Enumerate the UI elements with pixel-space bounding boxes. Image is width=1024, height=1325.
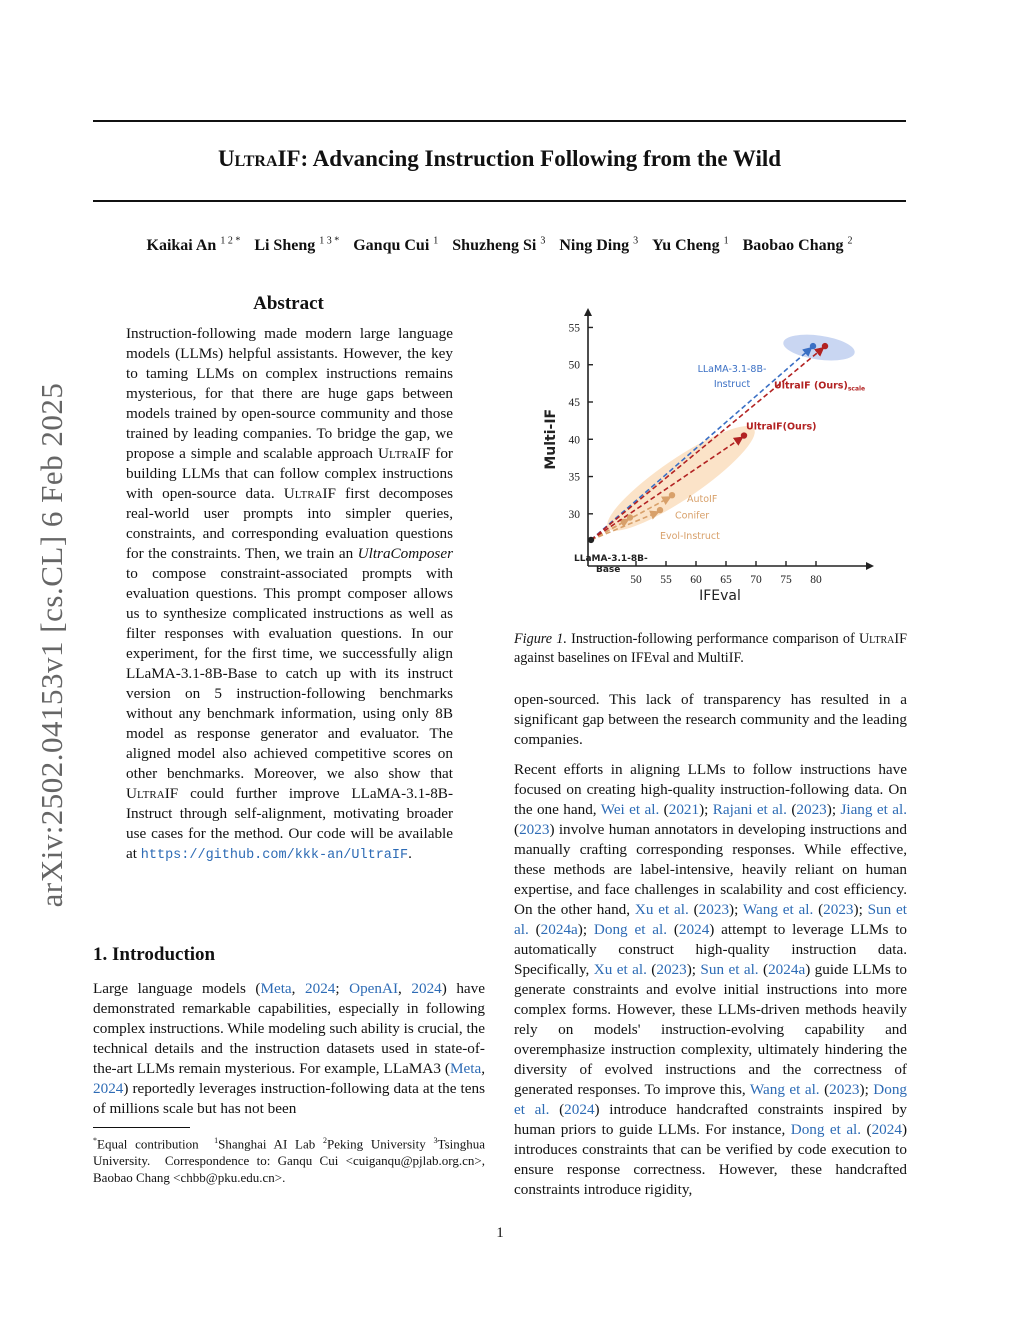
y-tick-label: 55 xyxy=(568,322,580,335)
trend-arrow xyxy=(591,438,742,543)
title-rest: IF: Advancing Instruction Following from the Wild xyxy=(277,146,782,171)
footnote: *Equal contribution $^1$Shanghai AI Lab $^2$Peking University $^3$Tsinghua University. Correspondence to: Ganqu Cui <cuiganqu@pjlab.org.cn>, Baobao Chang <chbb@pku.edu.cn>. xyxy=(93,1136,486,1186)
citation-link[interactable]: 2024 xyxy=(305,980,336,997)
x-axis-arrow xyxy=(866,562,874,570)
y-tick-label: 30 xyxy=(568,508,580,521)
data-point xyxy=(657,507,663,513)
right-column-text xyxy=(514,690,907,1210)
y-axis-arrow xyxy=(584,308,592,316)
citation-link[interactable]: 2023 xyxy=(796,801,827,818)
x-tick-label: 60 xyxy=(690,574,702,586)
halo-top xyxy=(782,331,857,365)
citation-link[interactable]: Wang et al. xyxy=(742,901,814,918)
citation-link[interactable]: Dong et al. xyxy=(790,1121,862,1138)
data-point xyxy=(741,432,747,438)
author: Yu Cheng $^1$ xyxy=(652,236,729,255)
ultraif-scale-subscript: scale xyxy=(847,385,866,393)
base-label: Base xyxy=(596,564,621,575)
citation-link[interactable]: 2024 xyxy=(871,1121,902,1138)
author-list xyxy=(93,236,906,255)
arxiv-identifier[interactable]: arXiv:2502.04153v1 [cs.CL] 6 Feb 2025 xyxy=(34,382,69,908)
introduction-paragraph: Large language models (Meta, 2024; OpenAI, 2024) have demonstrated remarkable capabilities, especially in following complex instructions. While modeling such ability is crucial, the technical details and the instruction datasets used in state-of-the-art LLMs remain mysterious. For example, LLaMA3 (Meta, 2024) reportedly leverages instruction-following data at the tens of millions scale but has not been xyxy=(93,980,485,1117)
y-tick-label: 40 xyxy=(568,434,580,447)
abstract-heading: Abstract xyxy=(253,293,324,314)
x-tick-label: 80 xyxy=(810,574,822,586)
data-point xyxy=(810,343,816,349)
citation-link[interactable]: 2024 xyxy=(678,921,710,938)
citation-link[interactable]: Dong et al. xyxy=(514,1081,908,1118)
conifer-label: Conifer xyxy=(675,510,710,522)
citation-link[interactable]: Wei et al. xyxy=(600,801,660,818)
y-tick-label: 45 xyxy=(568,397,580,409)
top-rule xyxy=(93,120,906,122)
base-label: LLaMA-3.1-8B- xyxy=(574,553,648,564)
section-heading-introduction: 1. Introduction xyxy=(93,944,216,965)
citation-link[interactable]: 2023 xyxy=(656,961,687,978)
author: Ganqu Cui $^1$ xyxy=(353,236,439,255)
y-axis-label: Multi-IF xyxy=(543,408,559,470)
citation-link[interactable]: 2024 xyxy=(411,980,442,997)
citation-link[interactable]: Meta xyxy=(260,980,292,997)
citation-link[interactable]: 2023 xyxy=(698,901,730,918)
x-tick-label: 65 xyxy=(720,574,732,586)
paper-title xyxy=(93,146,906,172)
x-tick-label: 70 xyxy=(750,574,762,586)
halo-orange xyxy=(597,412,765,544)
data-point xyxy=(822,343,828,349)
citation-link[interactable]: Dong et al. xyxy=(593,921,668,938)
abstract-body: Instruction-following made modern large language models (LLMs) helpful assistants. However, the key to taming LLMs on complex instructions remains mysterious, for that there are huge gaps between models trained by open-source community and those trained by leading companies. To bridge the gap, we propose a simple and scalable approach UltraIF for building LLMs that can follow complex instructions with open-source data. UltraIF first decomposes real-world user prompts into simpler queries, constraints, and corresponding evaluation questions for the constraints. Then, we train an UltraComposer to compose constraint-associated prompts with evaluation questions. This prompt composer allows us to synthesize complicated instructions as well as filter responses with evaluation questions. In our experiment, for the first time, we successfully align LLaMA-3.1-8B-Base to catch up with its instruct version on 5 instruction-following benchmarks without any benchmark information, using only 8B model as response generator and evaluator. The aligned model also achieved competitive scores on other benchmarks. Moreover, we also show that UltraIF could further improve LLaMA-3.1-8B-Instruct through self-alignment, motivating broader use cases for the method. Our code will be available at https://github.com/kkk-an/UltraIF. xyxy=(126,325,454,863)
citation-link[interactable]: 2024 xyxy=(93,1080,124,1097)
citation-link[interactable]: 2024a xyxy=(768,961,806,978)
citation-link[interactable]: 2024a xyxy=(540,921,578,938)
citation-link[interactable]: OpenAI xyxy=(349,980,399,997)
data-point xyxy=(627,514,633,520)
footnote-rule xyxy=(93,1127,190,1128)
citation-link[interactable]: Meta xyxy=(449,1060,482,1077)
x-tick-label: 50 xyxy=(630,574,642,586)
bottom-title-rule xyxy=(93,200,906,202)
citation-link[interactable]: 2023 xyxy=(519,821,550,838)
code-link[interactable]: https://github.com/kkk-an/UltraIF xyxy=(140,848,409,863)
instruct-label: Instruct xyxy=(713,379,751,391)
citation-link[interactable]: 2023 xyxy=(823,901,854,918)
citation-link[interactable]: Jiang et al. xyxy=(840,801,907,818)
figure-caption: Figure 1. Instruction-following performance comparison of UltraIF against baselines on IFEval and MultiIF. xyxy=(514,631,907,666)
author: Ning Ding $^3$ xyxy=(559,236,639,255)
author: Shuzheng Si $^3$ xyxy=(452,236,546,255)
data-point xyxy=(669,492,675,498)
title-prefix: Ultra xyxy=(217,146,278,171)
author: Li Sheng $^{1 3 *}$ xyxy=(254,236,340,255)
author: Baobao Chang $^2$ xyxy=(742,236,853,255)
ultraif-label: UltraIF(Ours) xyxy=(746,421,817,433)
citation-link[interactable]: Rajani et al. xyxy=(712,801,787,818)
citation-link[interactable]: 2021 xyxy=(668,801,700,818)
citation-link[interactable]: Sun et al. xyxy=(700,961,759,978)
citation-link[interactable]: 2024 xyxy=(564,1101,595,1118)
x-tick-label: 75 xyxy=(780,574,792,586)
citation-link[interactable]: Xu et al. xyxy=(634,901,689,918)
evol-instruct-label: Evol-Instruct xyxy=(660,531,720,543)
citation-link[interactable]: Sun et al. xyxy=(514,901,908,938)
citation-link[interactable]: Wang et al. xyxy=(749,1081,820,1098)
instruct-label: LLaMA-3.1-8B- xyxy=(697,364,767,376)
citation-link[interactable]: 2023 xyxy=(829,1081,860,1098)
x-tick-label: 55 xyxy=(660,574,672,586)
page-number: 1 xyxy=(496,1225,504,1241)
paragraph: Recent efforts in aligning LLMs to follow instructions have focused on creating high-quality instruction-following data. On the one hand, Wei et al. (2021); Rajani et al. (2023); Jiang et al. (2023) involve human annotators in developing instructions and manually crafting corresponding responses. While effective, these methods are label-intensive, heavily reliant on human expertise, and face challenges in scalability and cost efficiency. On the other hand, Xu et al. (2023); Wang et al. (2023); Sun et al. (2024a); Dong et al. (2024) attempt to leverage LLMs to automatically construct high-quality instruction data. Specifically, Xu et al. (2023); Sun et al. (2024a) guide LLMs to generate constraints and evolve initial instructions into more complex forms. However, these LLMs-driven methods heavily rely on models' instruction-evolving capability and overemphasize instruction complexity, ultimately hindering the diversity of evolved instructions and the correctness of generated responses. To improve this, Wang et al. (2023); Dong et al. (2024) introduce handcrafted constraints inspired by human priors to guide LLMs. For instance, Dong et al. (2024) introduces constraints that can be verified by code execution to ensure response correctness. However, these handcrafted constraints introduce rigidity, xyxy=(514,761,908,1198)
y-tick-label: 35 xyxy=(568,471,580,484)
citation-link[interactable]: Xu et al. xyxy=(593,961,647,978)
paragraph: open-sourced. This lack of transparency has resulted in a significant gap between the research community and the leading companies. xyxy=(514,691,907,748)
figure-1-chart xyxy=(540,300,890,620)
ultraif-scale-label: UltraIF $(Ours)_{scale}$ xyxy=(774,380,866,393)
x-axis-label: IFEval xyxy=(699,588,741,604)
y-tick-label: 50 xyxy=(568,359,580,372)
data-point xyxy=(588,537,594,543)
autoif-label: AutoIF xyxy=(687,493,718,505)
author: Kaikai An $^{1 2 *}$ xyxy=(146,236,241,255)
